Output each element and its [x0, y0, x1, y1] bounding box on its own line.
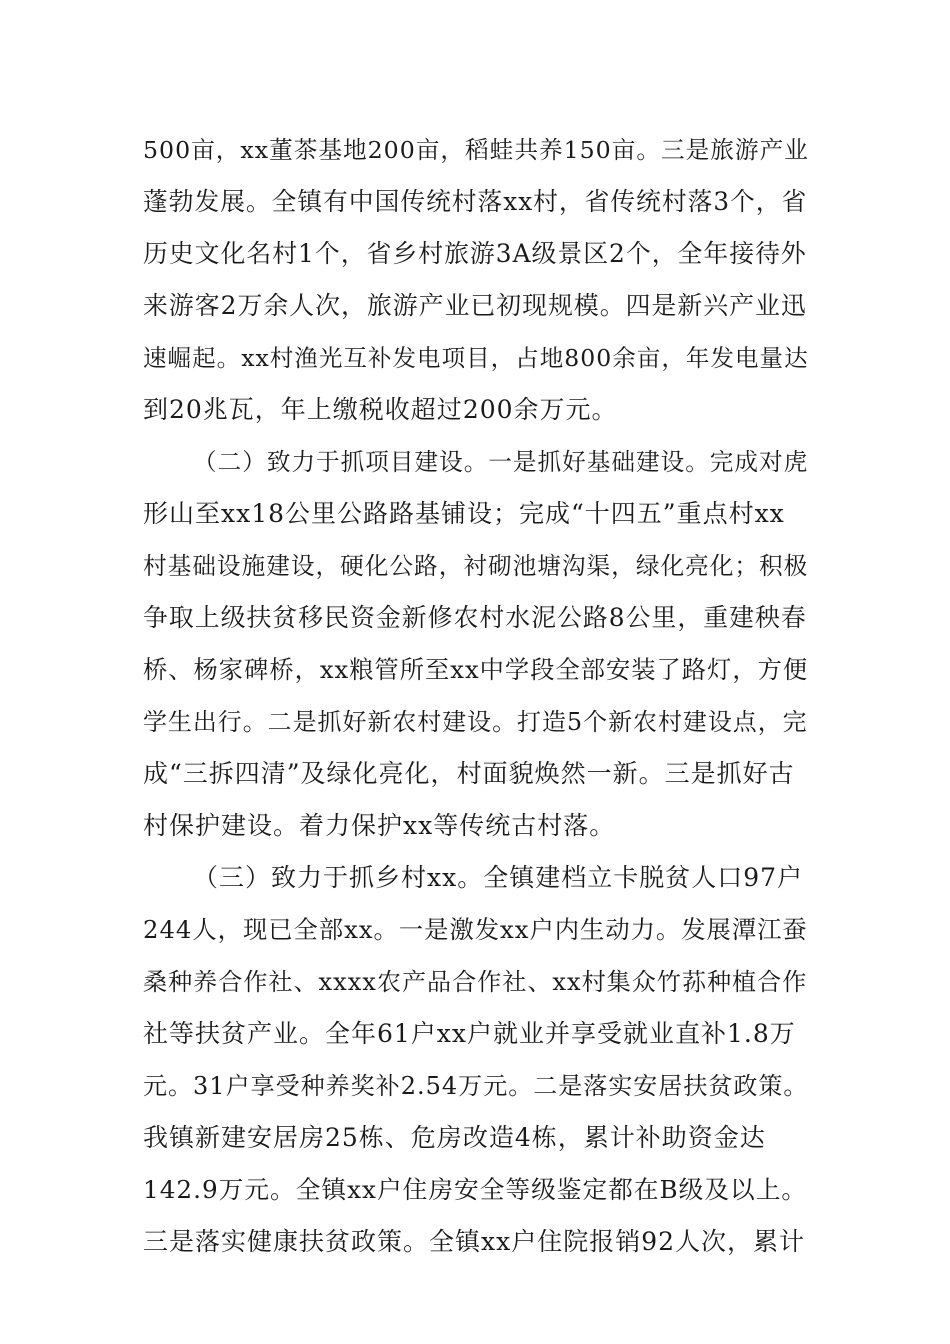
text-line: 速崛起。xx村渔光互补发电项目，占地800余亩，年发电量达: [143, 344, 809, 372]
section-heading-2: （二）致力于抓项目建设。一是抓好基础建设。完成对虎: [193, 448, 809, 476]
text-line: 元。31户享受种养奖补2.54万元。二是落实安居扶贫政策。: [143, 1072, 809, 1100]
text-line: 蓬勃发展。全镇有中国传统村落xx村，省传统村落3个，省: [143, 187, 808, 216]
text-line: 桑种养合作社、xxxx农产品合作社、xx村集众竹荪种植合作: [143, 968, 808, 996]
text-line: 我镇新建安居房25栋、危房改造4栋，累计补助资金达: [143, 1123, 766, 1152]
text-line: 争取上级扶贫移民资金新修农村水泥公路8公里，重建秧春: [143, 603, 807, 632]
text-line: 500亩，xx董茶基地200亩，稻蛙共养150亩。三是旅游产业: [143, 136, 809, 164]
text-line: 三是落实健康扶贫政策。全镇xx户住院报销92人次，累计: [143, 1227, 806, 1256]
text-line: 形山至xx18公里公路路基铺设；完成“十四五”重点村xx: [143, 499, 785, 528]
section-heading-3: （三）致力于抓乡村xx。全镇建档立卡脱贫人口97户: [193, 863, 804, 892]
text-line: 成“三拆四清”及绿化亮化，村面貌焕然一新。三是抓好古: [143, 759, 795, 788]
text-line: 到20兆瓦，年上缴税收超过200余万元。: [143, 395, 618, 424]
text-line: 村保护建设。着力保护xx等传统古村落。: [143, 811, 616, 840]
text-line: 学生出行。二是抓好新农村建设。打造5个新农村建设点，完: [143, 708, 808, 736]
text-line: 社等扶贫产业。全年61户xx户就业并享受就业直补1.8万: [143, 1019, 796, 1048]
text-line: 桥、杨家碑桥，xx粮管所至xx中学段全部安装了路灯，方便: [143, 655, 809, 684]
text-line: 历史文化名村1个，省乡村旅游3A级景区2个，全年接待外: [143, 239, 807, 268]
text-line: 142.9万元。全镇xx户住房安全等级鉴定都在B级及以上。: [143, 1175, 808, 1204]
text-line: 244人，现已全部xx。一是激发xx户内生动力。发展潭江蚕: [143, 915, 808, 944]
text-line: 村基础设施建设，硬化公路，衬砌池塘沟渠，绿化亮化；积极: [143, 552, 809, 580]
text-line: 来游客2万余人次，旅游产业已初现规模。四是新兴产业迅: [143, 291, 807, 320]
